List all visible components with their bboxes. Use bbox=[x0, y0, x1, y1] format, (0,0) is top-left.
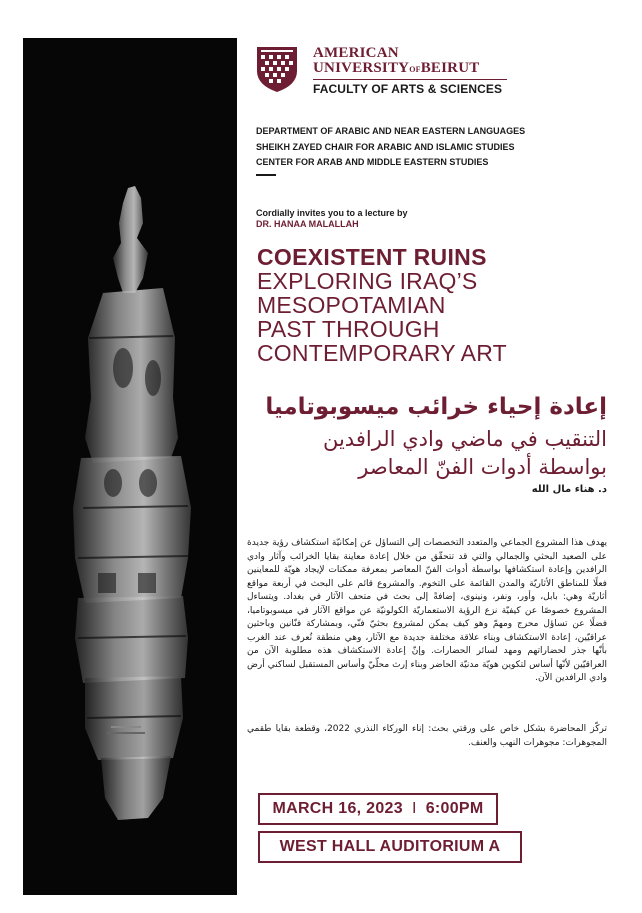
arabic-title: إعادة إحياء خرائب ميسوبوتاميا bbox=[265, 394, 607, 420]
subtitle-line: MESOPOTAMIAN bbox=[257, 292, 446, 318]
department-line: CENTER FOR ARAB AND MIDDLE EASTERN STUDIES bbox=[256, 157, 489, 167]
artifact-image bbox=[23, 38, 237, 895]
event-time: 6:00PM bbox=[425, 800, 484, 817]
arabic-description: يهدف هذا المشروع الجماعي والمتعدد التخصصات إلى التساؤل عن إمكانيّة استكشاف رؤية جديدة على الصعيد البحثي والجمالي والتي قد تتحقّق من خلال إعادة معاينة بقايا الخرائب وآثار وادي الرافدين وإعادة استكشافها بواسطة أدوات الفنّ المعاصر بمعرفة ممكنات لإيجاد هويّة للمعاينين فعلًا للمناطق الأثاريّة والمدن القائمة على التخوم. والمشروع قائم على البحث في أربعة مواقع أثاريّة وهي: بابل، وأور، ونفر، ونينوى، إضافةً إلى بحث في متحف الآثار في بغداد. ويتساءل المشروع خصوصًا عن كيفيّة نزع الرؤية الاستعماريّة الكولونيّة عن مواقع الآثار في ميسوبوتاميا، فضلًا عن تساؤل محرج ومهمّ وهو كيف يمكن لمشروع بحثيّ فنّي، وبمشاركة فنّانين وباحثين عراقيّين، إعادة الاستكشاف وبناء علاقة مختلفة جديدة مع الآثار، وهي منطقة تُعرف عند الغرب بأنّها جذر لحضاراتهم ومهد لسائر الحضارات. وإنّ إعادة الاستكشاف هذه مطلوبة الآن من العراقيّين لأنّها أساس لتكوين هويّة مدنيّة الحاضر وبناء إرث محلّيّ وأساس المستقبل لساكني أرض وادي الرافدين الآن. bbox=[247, 538, 607, 683]
department-line: SHEIKH ZAYED CHAIR FOR ARABIC AND ISLAMIC STUDIES bbox=[256, 141, 515, 152]
aub-shield-logo bbox=[255, 45, 299, 93]
event-date: MARCH 16, 2023 bbox=[272, 800, 403, 817]
department-line: DEPARTMENT OF ARABIC AND NEAR EASTERN LANGUAGES bbox=[256, 126, 526, 136]
subtitle-line: PAST THROUGH bbox=[257, 316, 440, 342]
speaker-name: DR. HANAA MALALLAH bbox=[256, 219, 359, 229]
departments-list bbox=[256, 124, 525, 171]
subtitle-line: CONTEMPORARY ART bbox=[257, 340, 507, 366]
date-time-separator: I bbox=[411, 800, 417, 817]
arabic-subtitle bbox=[237, 425, 607, 481]
university-name-line1: AMERICAN bbox=[313, 45, 399, 61]
faculty-name: FACULTY OF ARTS & SCIENCES bbox=[313, 82, 503, 96]
arabic-description-focus: تركّز المحاضرة بشكل خاص على ورقتي بحث: إناء الوركاء النذري 2022، وقطعة بقايا طقمي المجوهرات: مجوهرات النهب والعنف. bbox=[247, 724, 607, 748]
lecture-subtitle bbox=[257, 269, 617, 365]
arabic-subtitle-line: بواسطة أدوات الفنّ المعاصر bbox=[358, 455, 607, 479]
university-name bbox=[313, 46, 513, 77]
event-venue: WEST HALL AUDITORIUM A bbox=[279, 838, 501, 855]
header-divider bbox=[313, 79, 507, 80]
event-date-time-box bbox=[258, 793, 498, 825]
lecture-title: COEXISTENT RUINS bbox=[257, 244, 487, 270]
artifact-photo-panel bbox=[23, 38, 237, 895]
invite-text: Cordially invites you to a lecture by bbox=[256, 208, 408, 218]
arabic-subtitle-line: التنقيب في ماضي وادي الرافدين bbox=[322, 427, 607, 451]
section-divider bbox=[256, 174, 276, 176]
arabic-speaker-name: د. هناء مال الله bbox=[531, 484, 607, 495]
event-venue-box bbox=[258, 831, 522, 863]
university-name-line2: UNIVERSITYOFBEIRUT bbox=[313, 60, 480, 76]
subtitle-line: EXPLORING IRAQ’S bbox=[257, 268, 478, 294]
